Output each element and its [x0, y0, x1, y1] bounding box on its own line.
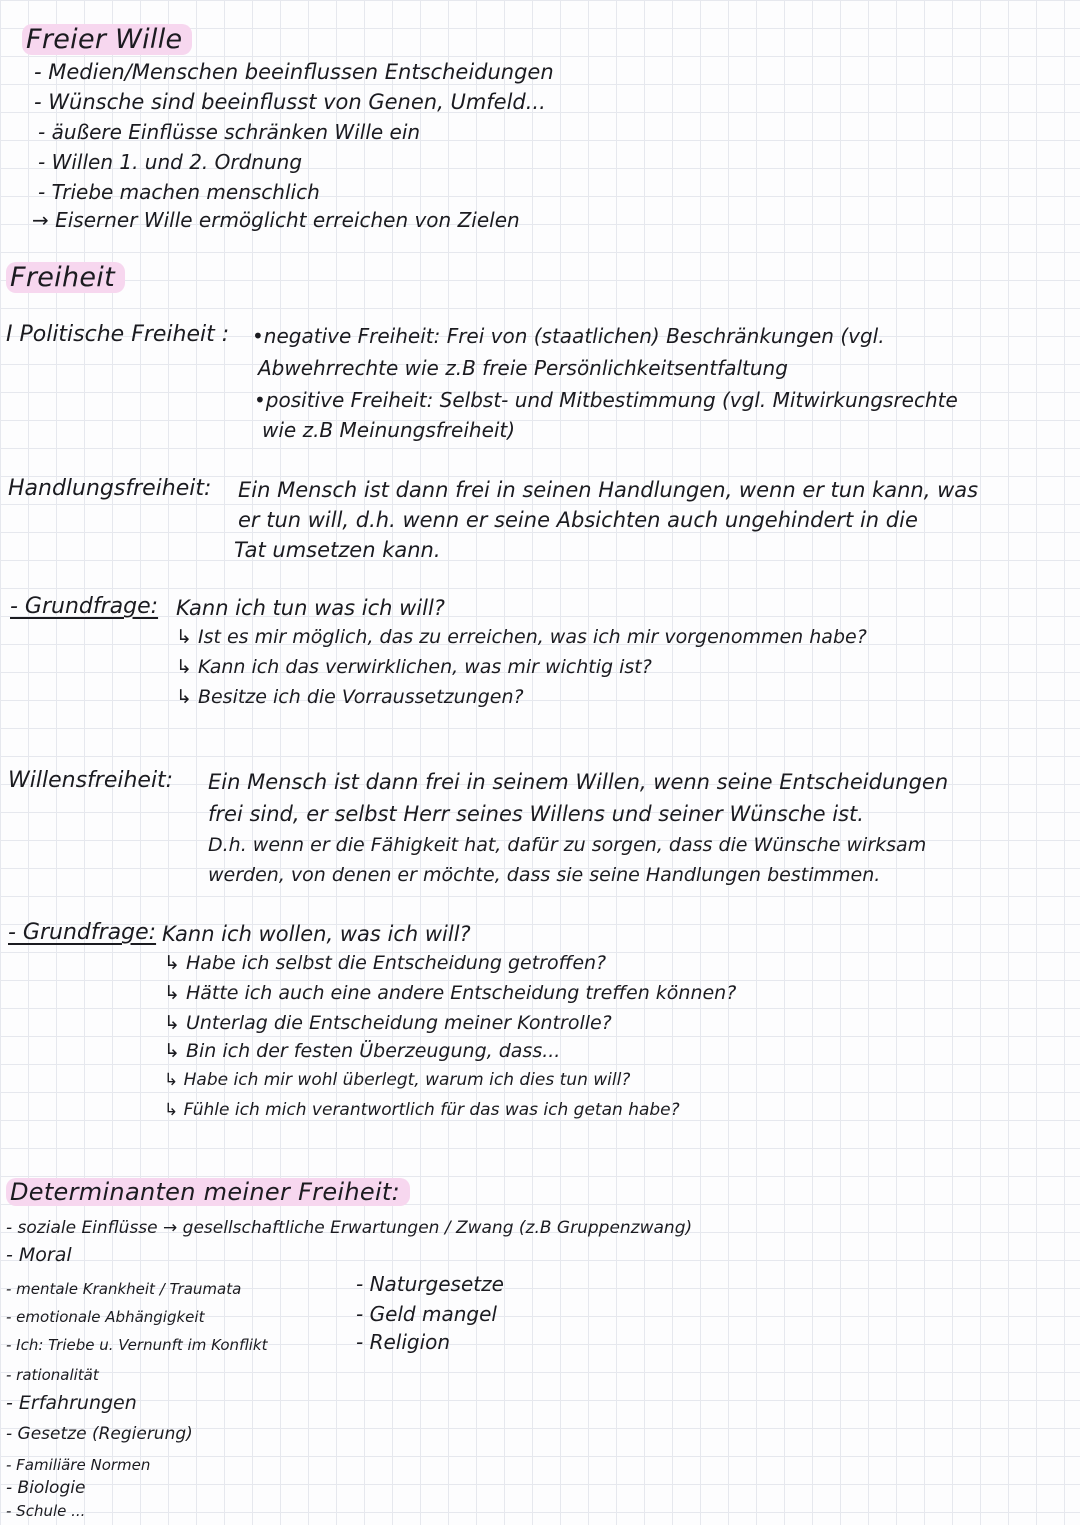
determinante-item: - Schule ...: [6, 1502, 86, 1520]
willensfreiheit-line: werden, von denen er möchte, dass sie seine Handlungen bestimmen.: [208, 864, 881, 886]
willensfreiheit-label: Willensfreiheit:: [8, 768, 174, 793]
willensfreiheit-line: Ein Mensch ist dann frei in seinem Willen, wenn seine Entscheidungen: [208, 770, 949, 794]
grundfrage-1-subquestion: ↳ Ist es mir möglich, das zu erreichen, was ich mir vorgenommen habe?: [176, 626, 867, 648]
handlungsfreiheit-line: Ein Mensch ist dann frei in seinen Handlungen, wenn er tun kann, was: [238, 478, 979, 502]
grundfrage-1-subquestion: ↳ Besitze ich die Vorraussetzungen?: [176, 686, 524, 708]
heading-freiheit: [6, 262, 125, 293]
determinante-item: - Geld mangel: [356, 1302, 497, 1326]
freier-wille-conclusion: → Eiserner Wille ermöglicht erreichen von Zielen: [32, 208, 520, 232]
grundfrage-2-subquestion: ↳ Habe ich mir wohl überlegt, warum ich dies tun will?: [164, 1070, 631, 1090]
grundfrage-1-subquestion: ↳ Kann ich das verwirklichen, was mir wichtig ist?: [176, 656, 652, 678]
grundfrage-2-label: - Grundfrage:: [8, 920, 157, 945]
determinante-item: - mentale Krankheit / Traumata: [6, 1280, 242, 1298]
determinante-item: - Gesetze (Regierung): [6, 1424, 193, 1444]
handlungsfreiheit-line: er tun will, d.h. wenn er seine Absichten auch ungehindert in die: [238, 508, 918, 532]
politische-freiheit-line: wie z.B Meinungsfreiheit): [262, 418, 516, 442]
grundfrage-2-subquestion: ↳ Bin ich der festen Überzeugung, dass...: [164, 1040, 561, 1062]
determinante-item: - Familiäre Normen: [6, 1456, 151, 1474]
handlungsfreiheit-label: Handlungsfreiheit:: [8, 476, 212, 501]
heading-freiheit-text: Freiheit: [6, 262, 125, 293]
freier-wille-point: - äußere Einflüsse schränken Wille ein: [38, 120, 421, 144]
grundfrage-1-question: Kann ich tun was ich will?: [176, 596, 445, 620]
freier-wille-point: - Wünsche sind beeinflusst von Genen, Umfeld...: [34, 90, 546, 114]
politische-freiheit-line: •negative Freiheit: Frei von (staatlichen) Beschränkungen (vgl.: [252, 324, 885, 348]
determinante-item: - Naturgesetze: [356, 1272, 504, 1296]
determinante-item: - Biologie: [6, 1478, 86, 1498]
grundfrage-1-label: - Grundfrage:: [10, 594, 159, 619]
freier-wille-point: - Willen 1. und 2. Ordnung: [38, 150, 303, 174]
determinante-item: - Religion: [356, 1330, 451, 1354]
grundfrage-2-subquestion: ↳ Unterlag die Entscheidung meiner Kontrolle?: [164, 1012, 612, 1034]
grundfrage-2-subquestion: ↳ Hätte ich auch eine andere Entscheidung treffen können?: [164, 982, 737, 1004]
grundfrage-2-subquestion: ↳ Habe ich selbst die Entscheidung getroffen?: [164, 952, 607, 974]
heading-determinanten-text: Determinanten meiner Freiheit:: [6, 1178, 410, 1206]
determinante-item: - Moral: [6, 1244, 72, 1266]
heading-determinanten: [6, 1178, 410, 1206]
grundfrage-2-question: Kann ich wollen, was ich will?: [162, 922, 471, 946]
politische-freiheit-line: Abwehrrechte wie z.B freie Persönlichkeitsentfaltung: [258, 356, 788, 380]
politische-freiheit-line: •positive Freiheit: Selbst- und Mitbestimmung (vgl. Mitwirkungsrechte: [254, 388, 958, 412]
willensfreiheit-line: frei sind, er selbst Herr seines Willens und seiner Wünsche ist.: [208, 802, 864, 826]
heading-freier-wille: [22, 24, 192, 55]
determinante-item: - soziale Einflüsse → gesellschaftliche Erwartungen / Zwang (z.B Gruppenzwang): [6, 1218, 693, 1238]
freier-wille-point: - Triebe machen menschlich: [38, 180, 320, 204]
determinante-item: - emotionale Abhängigkeit: [6, 1308, 205, 1326]
politische-freiheit-label: I Politische Freiheit :: [6, 322, 230, 347]
determinante-item: - Erfahrungen: [6, 1392, 137, 1414]
grundfrage-2-subquestion: ↳ Fühle ich mich verantwortlich für das was ich getan habe?: [164, 1100, 680, 1120]
determinante-item: - Ich: Triebe u. Vernunft im Konflikt: [6, 1336, 268, 1354]
willensfreiheit-line: D.h. wenn er die Fähigkeit hat, dafür zu sorgen, dass die Wünsche wirksam: [208, 834, 927, 856]
freier-wille-point: - Medien/Menschen beeinflussen Entscheidungen: [34, 60, 554, 84]
handlungsfreiheit-line: Tat umsetzen kann.: [234, 538, 441, 562]
heading-freier-wille-text: Freier Wille: [22, 24, 192, 55]
determinante-item: - rationalität: [6, 1366, 99, 1384]
